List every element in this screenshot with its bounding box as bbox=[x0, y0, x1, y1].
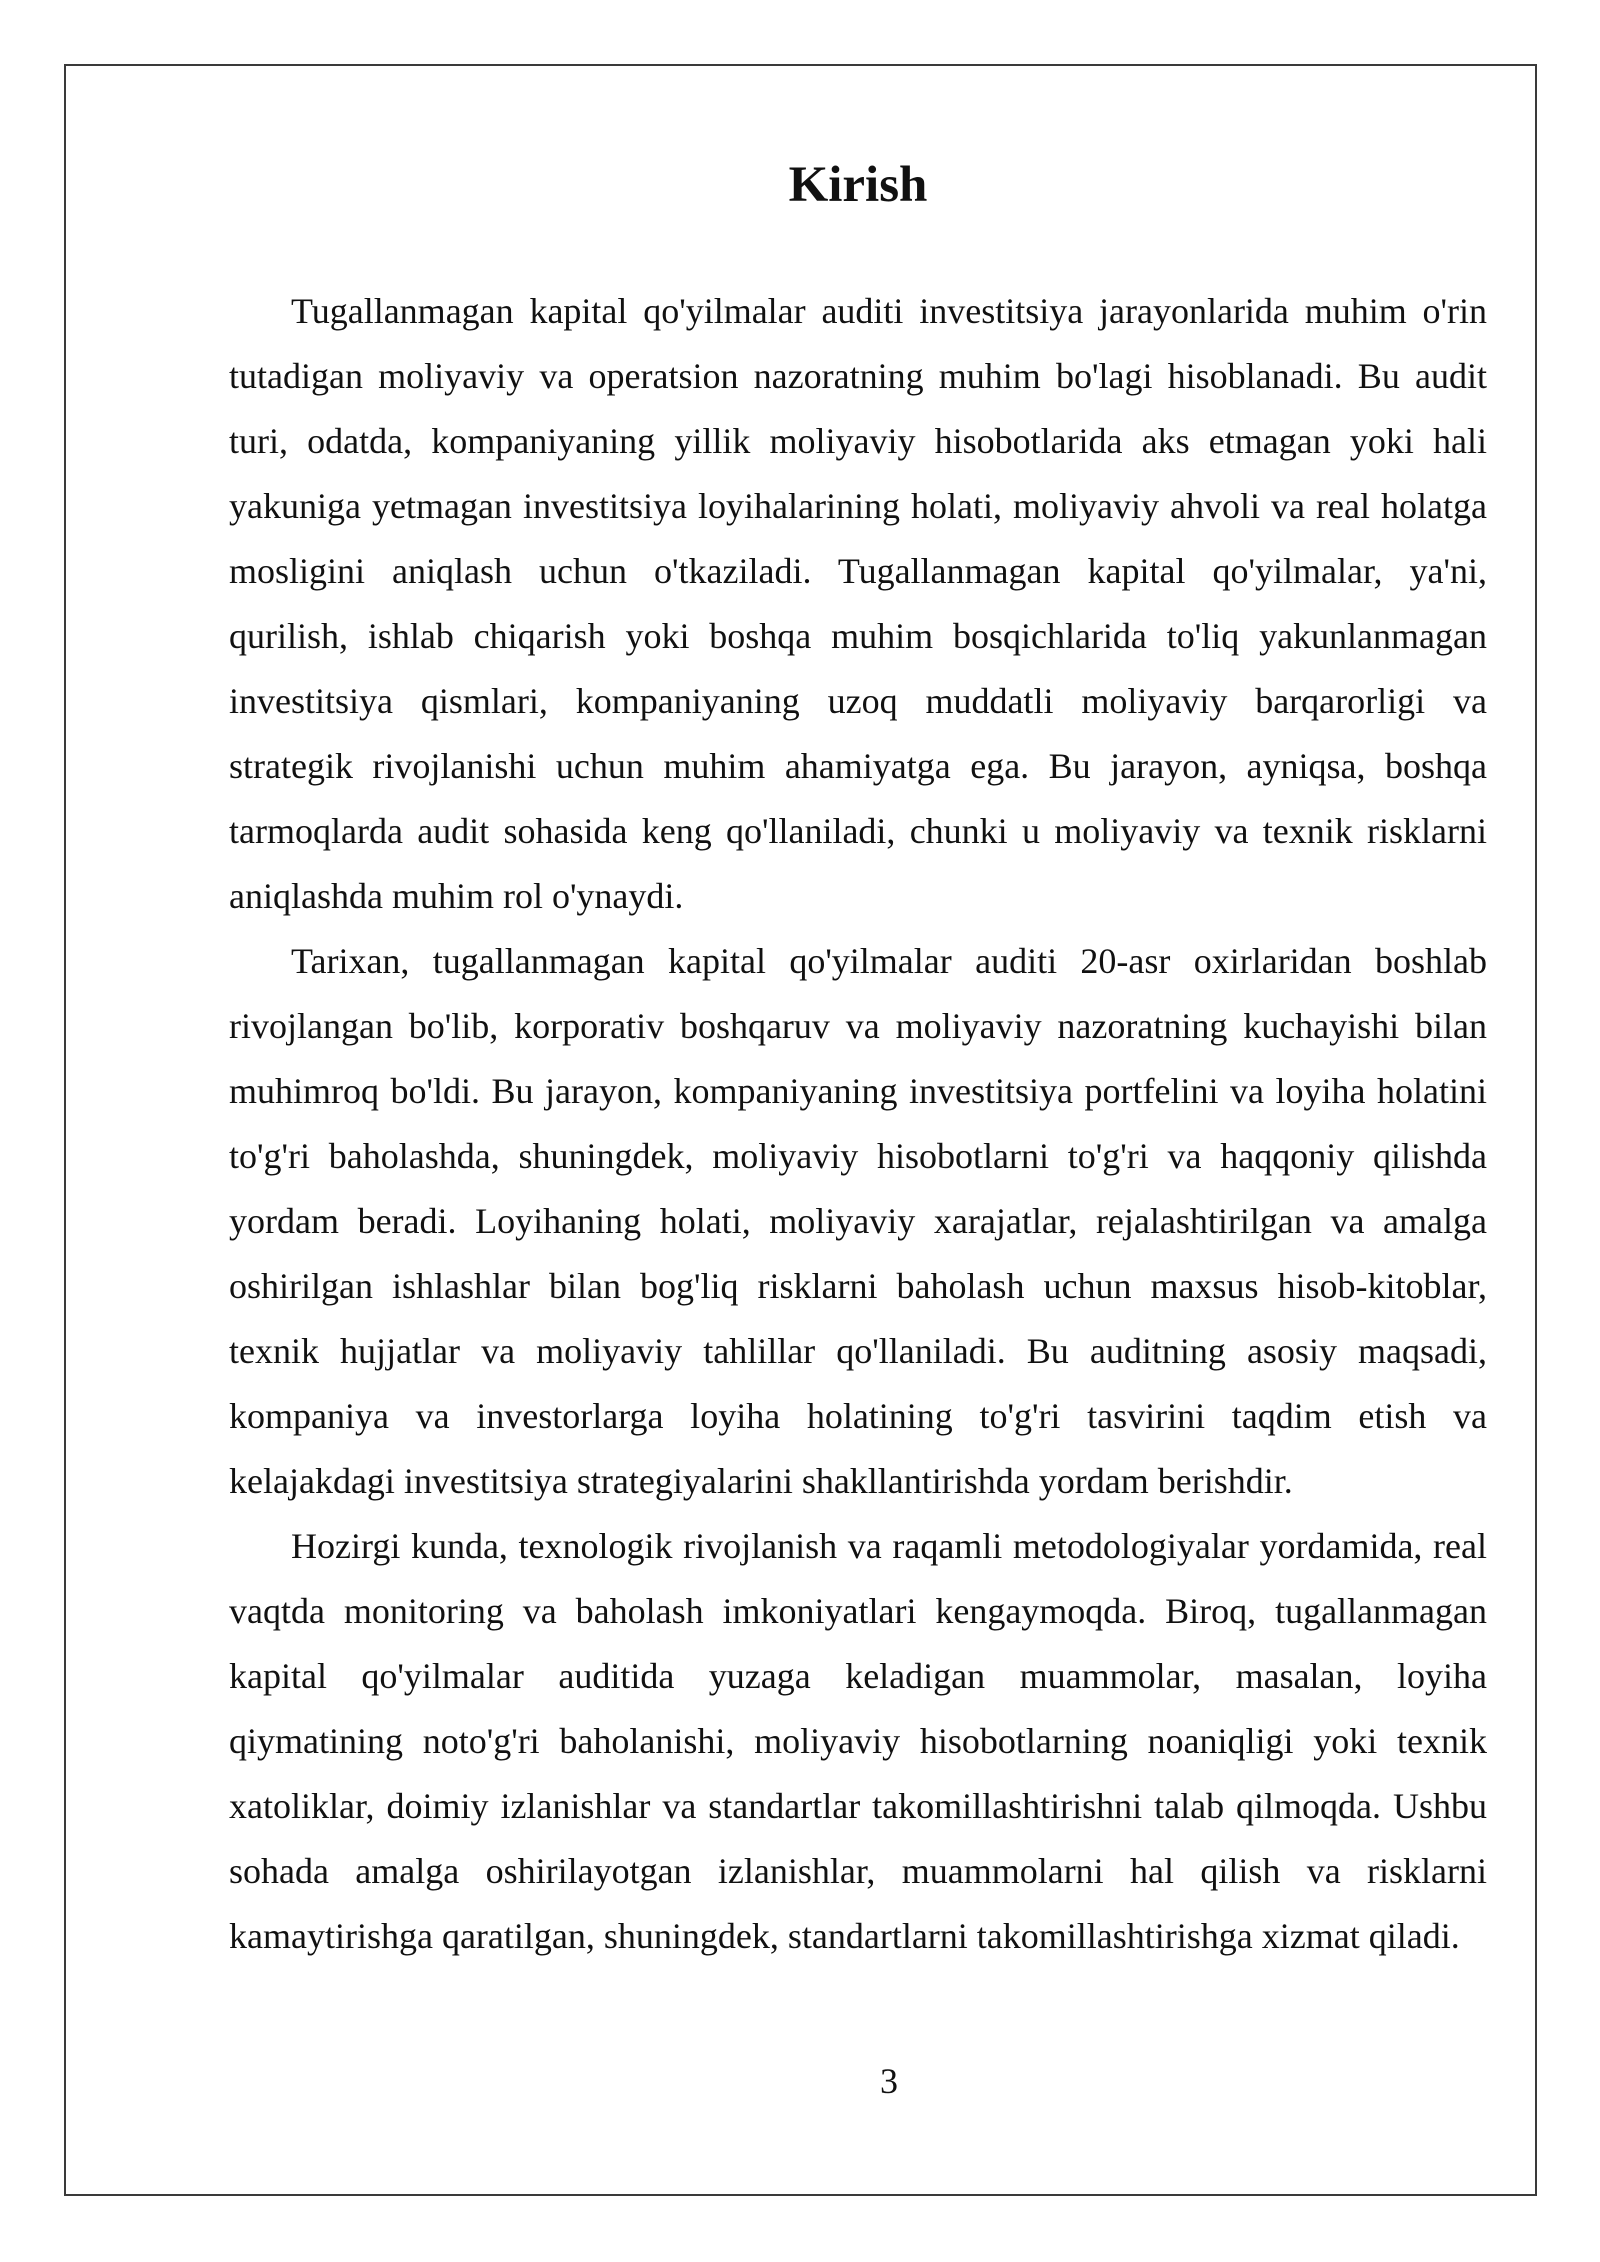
document-body bbox=[229, 145, 1487, 1969]
paragraph-2: Tarixan, tugallanmagan kapital qo'yilmalar auditi 20-asr oxirlaridan boshlab rivojlangan bo'lib, korporativ boshqaruv va moliyaviy nazoratning kuchayishi bilan muhimroq bo'ldi. Bu jarayon, kompaniyaning investitsiya portfelini va loyiha holatini to'g'ri baholashda, shuningdek, moliyaviy hisobotlarni to'g'ri va haqqoniy qilishda yordam beradi. Loyihaning holati, moliyaviy xarajatlar, rejalashtirilgan va amalga oshirilgan ishlashlar bilan bog'liq risklarni baholash uchun maxsus hisob-kitoblar, texnik hujjatlar va moliyaviy tahlillar qo'llaniladi. Bu auditning asosiy maqsadi, kompaniya va investorlarga loyiha holatining to'g'ri tasvirini taqdim etish va kelajakdagi investitsiya strategiyalarini shakllantirishda yordam berishdir. bbox=[229, 941, 1487, 1501]
document-title: Kirish bbox=[788, 157, 928, 213]
page-number: 3 bbox=[880, 2061, 898, 2101]
paragraph-1: Tugallanmagan kapital qo'yilmalar auditi investitsiya jarayonlarida muhim o'rin tutadigan moliyaviy va operatsion nazoratning muhim bo'lagi hisoblanadi. Bu audit turi, odatda, kompaniyaning yillik moliyaviy hisobotlarida aks etmagan yoki hali yakuniga yetmagan investitsiya loyihalarining holati, moliyaviy ahvoli va real holatga mosligini aniqlash uchun o'tkaziladi. Tugallanmagan kapital qo'yilmalar, ya'ni, qurilish, ishlab chiqarish yoki boshqa muhim bosqichlarida to'liq yakunlanmagan investitsiya qismlari, kompaniyaning uzoq muddatli moliyaviy barqarorligi va strategik rivojlanishi uchun muhim ahamiyatga ega. Bu jarayon, ayniqsa, boshqa tarmoqlarda audit sohasida keng qo'llaniladi, chunki u moliyaviy va texnik risklarni aniqlashda muhim rol o'ynaydi. bbox=[229, 291, 1487, 916]
paragraph-3: Hozirgi kunda, texnologik rivojlanish va raqamli metodologiyalar yordamida, real vaqtda monitoring va baholash imkoniyatlari kengaymoqda. Biroq, tugallanmagan kapital qo'yilmalar auditida yuzaga keladigan muammolar, masalan, loyiha qiymatining noto'g'ri baholanishi, moliyaviy hisobotlarning noaniqligi yoki texnik xatoliklar, doimiy izlanishlar va standartlar takomillashtirishni talab qilmoqda. Ushbu sohada amalga oshirilayotgan izlanishlar, muammolarni hal qilish va risklarni kamaytirishga qaratilgan, shuningdek, standartlarni takomillashtirishga xizmat qiladi. bbox=[229, 1526, 1487, 1956]
page-number-container bbox=[0, 2057, 1600, 2105]
